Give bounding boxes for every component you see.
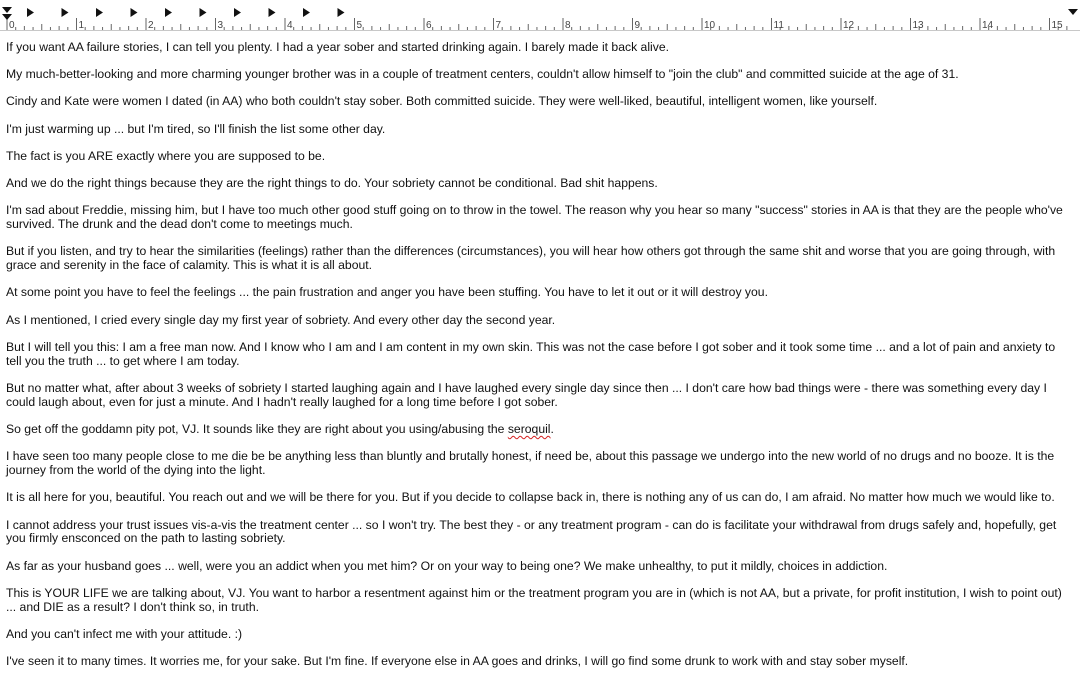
paragraph: And you can't infect me with your attitude. :): [6, 627, 243, 641]
ruler-markers[interactable]: [2, 7, 1078, 20]
paragraph: The fact is you ARE exactly where you are supposed to be.: [6, 148, 326, 163]
ruler-number: 13: [912, 20, 924, 30]
ruler-number: 5: [356, 20, 363, 30]
ruler-number: 8: [565, 20, 571, 30]
ruler-number: 3: [217, 20, 224, 30]
ruler-number: 1: [78, 20, 85, 30]
paragraph: As far as your husband goes ... well, were you an addict when you met him? Or on your way to being one? We make unhealthy, to put it mildly, choices in addiction.: [6, 558, 888, 573]
tab-stop-icon[interactable]: [338, 8, 345, 17]
ruler[interactable]: [0, 0, 1080, 31]
paragraph: It is all here for you, beautiful. You reach out and we will be there for you. But if you decide to collapse back in, there is nothing any of us can do, I am afraid. No matter how much we would like to.: [6, 490, 1055, 505]
document-body[interactable]: [6, 41, 1072, 682]
paragraph: I have seen too many people close to me die be be anything less than bluntly and brutally honest, if need be, about this passage we undergo into the new world of no drugs and no booze. It is the journey from the world of the dying into the light.: [6, 449, 1055, 478]
ruler-number: 14: [982, 20, 994, 30]
ruler-number: 2: [148, 20, 154, 30]
tab-stop-icon[interactable]: [27, 8, 34, 17]
tab-stop-icon[interactable]: [234, 8, 241, 17]
ruler-ticks: [7, 18, 1067, 30]
paragraph: I'm just warming up ... but I'm tired, so I'll finish the list some other day.: [6, 121, 386, 136]
ruler-number: 15: [1051, 20, 1063, 30]
paragraph: Cindy and Kate were women I dated (in AA) who both couldn't stay sober. Both committed suicide. They were well-liked, beautiful, intelligent women, like yourself.: [6, 94, 878, 109]
ruler-number: 0: [9, 20, 15, 30]
indent-marker-icon[interactable]: [2, 7, 12, 20]
paragraph: But no matter what, after about 3 weeks of sobriety I started laughing again and I have laughed every single day since then ... I don't care how bad things were - there was something every day I could laugh about, even for just a minute. And I hadn't really laughed for a long time before I got sober.: [6, 380, 1047, 409]
tab-stop-icon[interactable]: [269, 8, 276, 17]
tab-stop-icon[interactable]: [200, 8, 207, 17]
paragraph: I'm sad about Freddie, missing him, but I have too much other good stuff going on to throw in the towel. The reason why you hear so many "success" stories in AA is that they are the people who've survived. The drunk and the dead don't come to meetings much.: [6, 203, 1063, 232]
paragraph: I've seen it to many times. It worries me, for your sake. But I'm fine. If everyone else in AA goes and drinks, I will go find some drunk to work with and stay sober myself.: [6, 654, 909, 669]
ruler-labels: [9, 20, 1063, 30]
ruler-number: 9: [634, 20, 641, 30]
misspelled-word[interactable]: seroquil: [507, 422, 551, 437]
paragraph: [6, 423, 1072, 437]
ruler-number: 11: [773, 20, 784, 30]
paragraph: At some point you have to feel the feelings ... the pain frustration and anger you have been stuffing. You have to let it out or it will destroy you.: [6, 285, 768, 300]
tab-stop-icon[interactable]: [62, 8, 69, 17]
tab-stop-icon[interactable]: [303, 8, 310, 17]
paragraph: But if you listen, and try to hear the similarities (feelings) rather than the differences (circumstances), you will hear how others got through the same shit and worse that you are going through, with grace and serenity in the face of calamity. This is what it is all about.: [6, 244, 1056, 273]
paragraph: But I will tell you this: I am a free man now. And I know who I am and I am content in my own skin. This was not the case before I got sober and it took some time ... and a lot of pain and anxiety to tell you the truth ... to get where I am today.: [6, 339, 1056, 368]
tab-stop-icon[interactable]: [96, 8, 103, 17]
paragraph: This is YOUR LIFE we are talking about, VJ. You want to harbor a resentment against him or the treatment program you are in (which is not AA, but a private, for profit institution, I wish to point out) ... and DIE as a result? I don't think so, in truth.: [6, 585, 1062, 614]
ruler-number: 4: [287, 20, 293, 30]
right-margin-marker-icon[interactable]: [1068, 9, 1078, 15]
tab-stop-icon[interactable]: [131, 8, 138, 17]
ruler-number: 6: [426, 20, 432, 30]
ruler-graphic: [0, 0, 1080, 30]
paragraph: I cannot address your trust issues vis-a-vis the treatment center ... so I won't try. The best they - or any treatment program - can do is facilitate your withdrawal from drugs safely and, hopefully, get you firmly ensconced on the path to lasting sobriety.: [6, 517, 1057, 546]
paragraph: And we do the right things because they are the right things to do. Your sobriety cannot be conditional. Bad shit happens.: [6, 176, 658, 191]
paragraph-text: .: [550, 422, 554, 437]
ruler-number: 12: [843, 20, 855, 30]
paragraph: If you want AA failure stories, I can tell you plenty. I had a year sober and started drinking again. I barely made it back alive.: [6, 40, 670, 54]
tab-stop-icon[interactable]: [165, 8, 172, 17]
paragraph: My much-better-looking and more charming younger brother was in a couple of treatment centers, couldn't allow himself to "join the club" and committed suicide at the age of 31.: [6, 67, 959, 82]
paragraph: As I mentioned, I cried every single day my first year of sobriety. And every other day the second year.: [6, 312, 556, 327]
ruler-number: 10: [704, 20, 716, 30]
ruler-number: 7: [495, 20, 502, 30]
paragraph-text: So get off the goddamn pity pot, VJ. It sounds like they are right about you using/abusing the: [6, 422, 508, 437]
